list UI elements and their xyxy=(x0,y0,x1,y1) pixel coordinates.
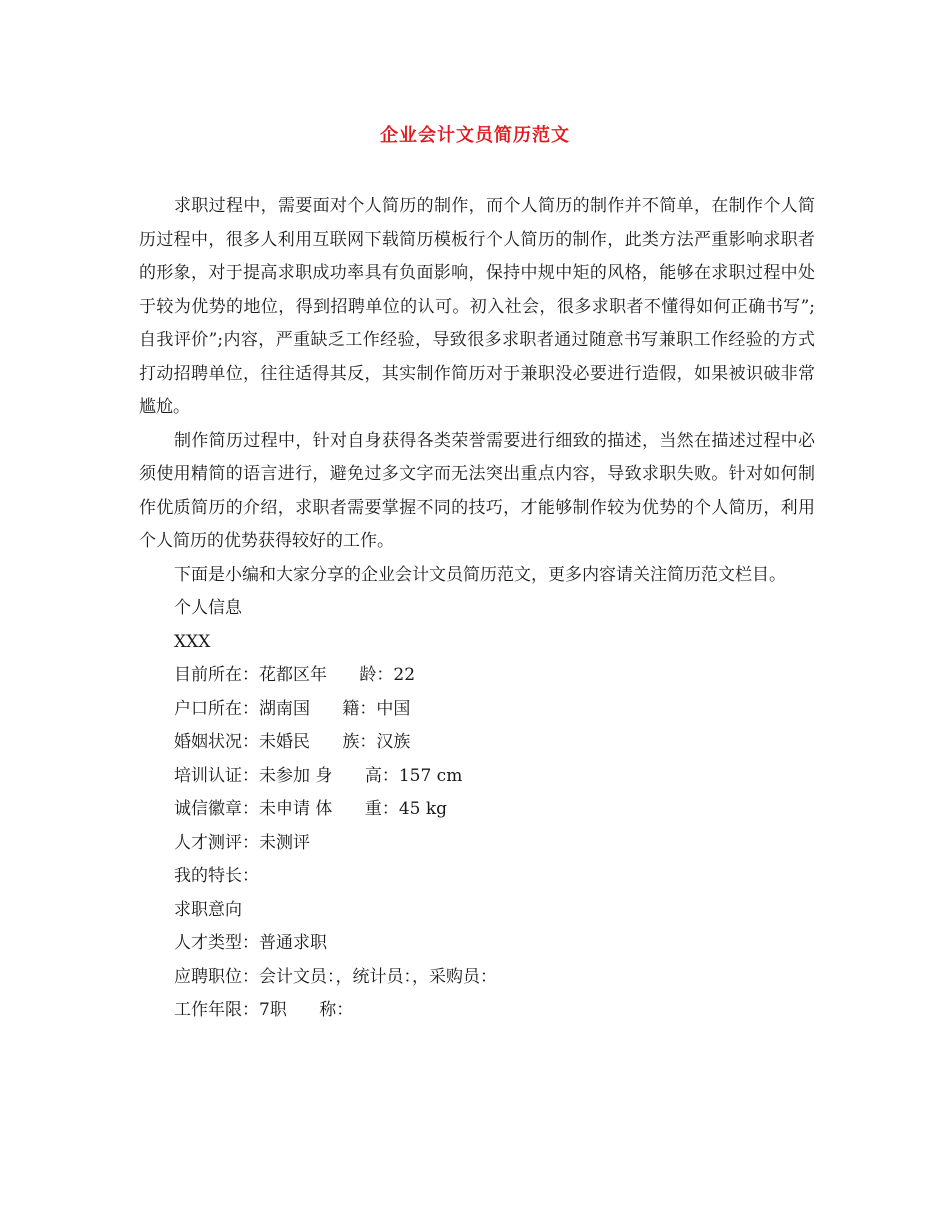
info-marital-ethnicity: 婚姻状况：未婚民 族：汉族 xyxy=(174,732,411,752)
info-hukou-nationality: 户口所在：湖南国 籍：中国 xyxy=(174,698,411,719)
paragraph-intro: 求职过程中，需要面对个人简历的制作，而个人简历的制作并不简单，在制作个人简历过程中，很多人利用互联网下载简历模板行个人简历的制作，此类方法严重影响求职者的形象，对于提高求职成功率具有负面影响，保持中规中矩的风格，能够在求职过程中处于较为优势的地位，得到招聘单位的认可。初入社会，很多求职者不懂得如何正确书写”;自我评价”;内容，严重缺乏工作经验，导致很多求职者通过随意书写兼职工作经验的方式打动招聘单位，往往适得其反，其实制作简历对于兼职没必要进行造假，如果被识破非常尴尬。 xyxy=(139,196,815,417)
section-heading-personal-info: 个人信息 xyxy=(174,598,242,618)
paragraph-tips: 制作简历过程中，针对自身获得各类荣誉需要进行细致的描述，当然在描述过程中必须使用精简的语言进行，避免过多文字而无法突出重点内容，导致求职失败。针对如何制作优质简历的介绍，求职者需要掌握不同的技巧，才能够制作较为优势的个人简历，利用个人简历的优势获得较好的工作。 xyxy=(139,430,815,551)
info-specialty: 我的特长： xyxy=(174,866,259,886)
info-talent-type: 人才类型：普通求职 xyxy=(174,933,327,953)
info-assessment: 人才测评：未测评 xyxy=(174,832,310,853)
info-location-age: 目前所在：花都区年 龄：22 xyxy=(174,665,416,685)
info-badge-weight: 诚信徽章：未申请 体 重：45 kg xyxy=(174,799,448,819)
info-name: XXX xyxy=(174,631,211,652)
info-training-height: 培训认证：未参加 身 高：157 cm xyxy=(174,765,463,786)
document-title: 企业会计文员简历范文 xyxy=(380,125,570,146)
section-heading-job-intention: 求职意向 xyxy=(174,899,242,920)
paragraph-share: 下面是小编和大家分享的企业会计文员简历范文，更多内容请关注简历范文栏目。 xyxy=(174,564,786,585)
info-work-years-title: 工作年限：7职 称： xyxy=(174,1000,354,1020)
info-positions: 应聘职位：会计文员：，统计员：，采购员： xyxy=(174,966,497,987)
document-body xyxy=(139,190,815,1028)
